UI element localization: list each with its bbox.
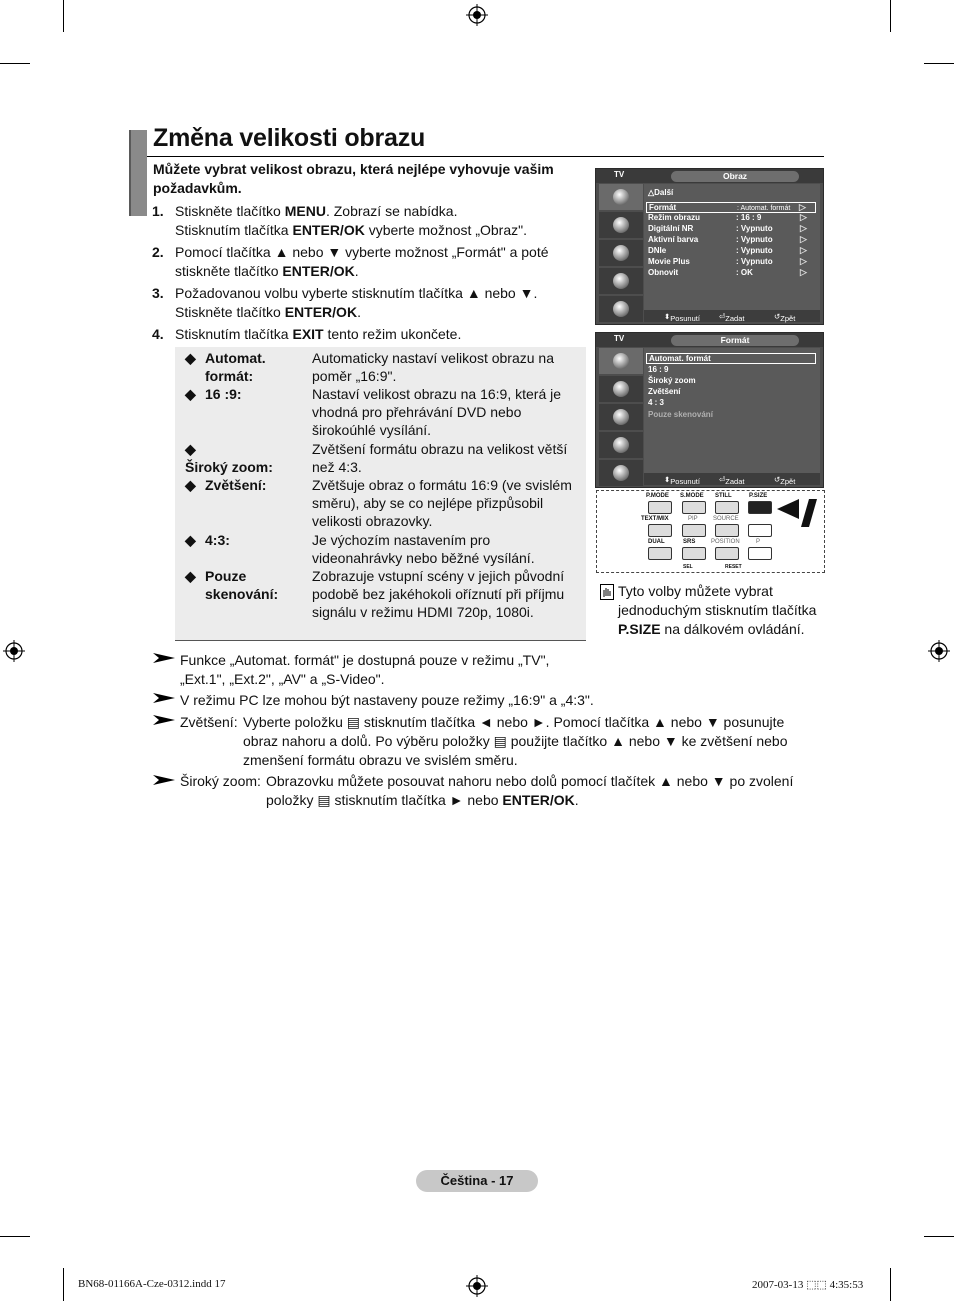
arrow-right-icon: ▷ [800, 245, 807, 255]
setup-icon[interactable] [599, 432, 643, 458]
textmix-button[interactable] [648, 524, 672, 537]
definition-desc: Automaticky nastaví velikost obrazu na poměr „16:9". [312, 350, 555, 384]
step-number: 1. [152, 203, 164, 219]
diamond-bullet-icon: ◆ [185, 477, 196, 493]
smode-button[interactable] [682, 501, 706, 514]
back-hint: ↺ Zpět [774, 475, 796, 486]
format-option[interactable]: Zvětšení [648, 387, 681, 396]
arrow-right-icon: ▷ [800, 267, 807, 277]
title-rule [147, 156, 824, 157]
key-name: MENU [284, 203, 326, 219]
psize-button[interactable] [748, 501, 772, 514]
note-arrow-icon [153, 652, 175, 664]
remote-label: SEL [683, 564, 693, 570]
remote-label: DUAL [648, 539, 665, 545]
picture-icon[interactable] [599, 348, 643, 374]
note-lead: Široký zoom: [180, 773, 261, 789]
format-option[interactable]: 16 : 9 [648, 365, 669, 374]
tv-menu-format [595, 332, 824, 488]
arrow-right-icon: ▷ [800, 223, 807, 233]
enter-hint: ⏎ Zadat [719, 475, 745, 486]
note-lead: Zvětšení: [180, 714, 238, 730]
page-title: Změna velikosti obrazu [153, 124, 426, 152]
crop-mark [924, 1236, 954, 1237]
remote-label: RESET [725, 564, 742, 570]
remote-label: TEXT/MIX [641, 516, 669, 522]
input-icon[interactable] [599, 460, 643, 486]
channel-icon[interactable] [599, 240, 643, 266]
crop-mark [63, 1268, 64, 1301]
registration-mark-icon [466, 4, 488, 26]
definition-desc: Zvětšení formátu obrazu na velikost větší než 4:3. [312, 441, 568, 475]
remote-label: P [756, 539, 761, 545]
menu-footer [644, 310, 820, 322]
dual-button[interactable] [648, 547, 672, 560]
format-option[interactable]: 4 : 3 [648, 398, 665, 407]
format-option-disabled: Pouze skenování [648, 410, 713, 419]
definition-desc: Zvětšuje obraz o formátu 16:9 (ve svislém směru), aby se co nejlépe přizpůsobil velikosti obrazovky. [312, 477, 572, 529]
format-definitions [175, 347, 586, 641]
move-hint: ⬍ Posunutí [664, 312, 700, 323]
crop-mark [0, 63, 30, 64]
note-arrow-icon [153, 714, 175, 726]
diamond-bullet-icon: ◆ [185, 441, 196, 457]
menu-source-label: TV [614, 170, 625, 179]
menu-title: Obraz [671, 171, 799, 182]
sound-icon[interactable] [599, 376, 643, 402]
definition-term: Zvětšení: [205, 477, 267, 493]
pointer-arrow-icon [775, 497, 823, 527]
source-button[interactable] [715, 524, 739, 537]
still-button[interactable] [715, 501, 739, 514]
steps-list [152, 202, 592, 347]
crop-mark [0, 1236, 30, 1237]
step-text: Požadovanou volbu vyberte stisknutím tlačítka ▲ nebo ▼. [175, 285, 538, 301]
step-text: Stisknutím tlačítka EXIT tento režim ukončete. [175, 326, 462, 342]
intro-text: Můžete vybrat velikost obrazu, která nejlépe vyhovuje vašim požadavkům. [153, 161, 554, 196]
menu-footer [644, 473, 820, 485]
remote-label: POSITION [711, 539, 740, 545]
position-button[interactable] [715, 547, 739, 560]
step-text: stiskněte tlačítko ENTER/OK. [175, 263, 359, 279]
note-text: Vyberte položku ▤ stisknutím tlačítka ◄ nebo ►. Pomocí tlačítka ▲ nebo ▼ posunujte [243, 714, 785, 730]
menu-more-item[interactable]: △Další [648, 188, 674, 197]
note-text: zmenšení formátu obrazu ve svislém směru. [243, 752, 518, 768]
remote-label: PIP [688, 516, 698, 522]
menu-item[interactable]: Aktivní barva : Vypnuto ▷ [648, 234, 807, 244]
pip-button[interactable] [682, 524, 706, 537]
input-icon[interactable] [599, 296, 643, 322]
picture-icon[interactable] [599, 184, 643, 210]
step-1 [152, 202, 592, 240]
page-number: Čeština - 17 [416, 1170, 538, 1192]
format-option[interactable]: Široký zoom [648, 376, 696, 385]
registration-mark-icon [928, 640, 950, 662]
remote-label: P.MODE [646, 493, 669, 499]
step-4 [152, 325, 592, 344]
tv-menu-obraz [595, 168, 824, 325]
remote-label: STILL [715, 493, 732, 499]
remote-label: SRS [683, 539, 696, 545]
definition-term: 4:3: [205, 532, 230, 548]
arrow-right-icon: ▷ [800, 256, 807, 266]
enter-hint: ⏎ Zadat [719, 312, 745, 323]
step-text: Stiskněte tlačítko ENTER/OK. [175, 304, 361, 320]
crop-mark [924, 63, 954, 64]
menu-item[interactable]: Movie Plus : Vypnuto ▷ [648, 256, 807, 266]
channel-down-button[interactable] [748, 547, 772, 560]
channel-up-button[interactable] [748, 524, 772, 537]
step-2 [152, 243, 592, 281]
menu-source-label: TV [614, 334, 625, 343]
step-text: Stisknutím tlačítka ENTER/OK vyberte možnost „Obraz". [175, 222, 527, 238]
key-name: ENTER/OK [282, 263, 355, 279]
crop-mark [890, 1268, 891, 1301]
crop-mark [63, 0, 64, 32]
definition-term: 16 :9: [205, 386, 242, 402]
key-name: P.SIZE [618, 621, 661, 637]
format-option-selected[interactable]: Automat. formát [646, 353, 816, 364]
step-number: 2. [152, 244, 164, 260]
key-name: ENTER/OK [502, 792, 575, 808]
step-text: Stiskněte tlačítko MENU. Zobrazí se nabídka. [175, 203, 458, 219]
diamond-bullet-icon: ◆ [185, 386, 196, 402]
step-number: 3. [152, 285, 164, 301]
remote-control [596, 490, 825, 573]
key-name: ENTER/OK [292, 222, 365, 238]
menu-item[interactable]: DNIe : Vypnuto ▷ [648, 245, 807, 255]
menu-category-icons [599, 348, 643, 488]
definition-desc: Zobrazuje vstupní scény v jejich původní podobě bez jakéhokoli oříznutí při příjmu signálu v režimu HDMI 720p, 1080i. [312, 568, 565, 620]
definition-term: Automat. formát: [205, 350, 266, 384]
step-text: Pomocí tlačítka ▲ nebo ▼ vyberte možnost „Formát" a poté [175, 244, 549, 260]
note-text: Obrazovku můžete posouvat nahoru nebo dolů pomocí tlačítek ▲ nebo ▼ po zvolení [266, 773, 794, 789]
diamond-bullet-icon: ◆ [185, 532, 196, 548]
diamond-bullet-icon: ◆ [185, 568, 196, 584]
arrow-right-icon: ▷ [800, 234, 807, 244]
print-timestamp: 2007-03-13 ⬚⬚ 4:35:53 [752, 1279, 864, 1291]
note-text: obraz nahoru a dolů. Po výběru položky ▤ použijte tlačítko ▲ nebo ▼ ke zvětšení nebo [243, 733, 788, 749]
definition-term: Pouze skenování: [205, 568, 279, 602]
step-number: 4. [152, 326, 164, 342]
menu-item[interactable]: Režim obrazu : 16 : 9 ▷ [648, 212, 807, 222]
note-text: položky ▤ stisknutím tlačítka ► nebo ENTER/OK. [266, 792, 579, 808]
key-name: EXIT [292, 326, 324, 342]
pmode-button[interactable] [648, 501, 672, 514]
definition-desc: Nastaví velikost obrazu na 16:9, která je vhodná pro přehrávání DVD nebo širokoúhlé vysílání. [312, 386, 562, 438]
registration-mark-icon [3, 640, 25, 662]
menu-item[interactable]: Obnovit : OK ▷ [648, 267, 807, 277]
back-hint: ↺ Zpět [774, 312, 796, 323]
note-arrow-icon [153, 692, 175, 704]
note-arrow-icon [153, 774, 175, 786]
note-text: Funkce „Automat. formát" je dostupná pouze v režimu „TV", „Ext.1", „Ext.2", „AV" a „S-Video". [180, 652, 550, 687]
sound-icon[interactable] [599, 212, 643, 238]
definition-desc: Je výchozím nastavením pro videonahrávky nebo běžné vysílání. [312, 532, 535, 566]
step-3 [152, 284, 592, 322]
setup-icon[interactable] [599, 268, 643, 294]
arrow-right-icon: ▷ [800, 212, 807, 222]
menu-item-format[interactable]: Formát : Automat. formát ▷ [646, 202, 816, 213]
remote-label: P.SIZE [749, 493, 768, 499]
arrow-right-icon: ▷ [799, 202, 806, 212]
registration-mark-icon [466, 1275, 488, 1297]
remote-label: S.MODE [680, 493, 704, 499]
srs-button[interactable] [682, 547, 706, 560]
side-note: Tyto volby můžete vybrat jednoduchým stisknutím tlačítka P.SIZE na dálkovém ovládání. [618, 583, 817, 637]
print-slug: BN68-01166A-Cze-0312.indd 17 [78, 1278, 226, 1290]
crop-mark [890, 0, 891, 32]
definition-term: Široký zoom: [185, 459, 273, 475]
hand-note-icon [600, 584, 614, 600]
remote-label: SOURCE [713, 516, 739, 522]
menu-title: Formát [671, 335, 799, 346]
note-text: V režimu PC lze mohou být nastaveny pouze režimy „16:9" a „4:3". [180, 692, 594, 708]
key-name: ENTER/OK [284, 304, 358, 320]
move-hint: ⬍ Posunutí [664, 475, 700, 486]
section-bar [129, 130, 147, 216]
menu-category-icons [599, 184, 643, 324]
menu-item[interactable]: Digitální NR : Vypnuto ▷ [648, 223, 807, 233]
channel-icon[interactable] [599, 404, 643, 430]
diamond-bullet-icon: ◆ [185, 350, 196, 366]
